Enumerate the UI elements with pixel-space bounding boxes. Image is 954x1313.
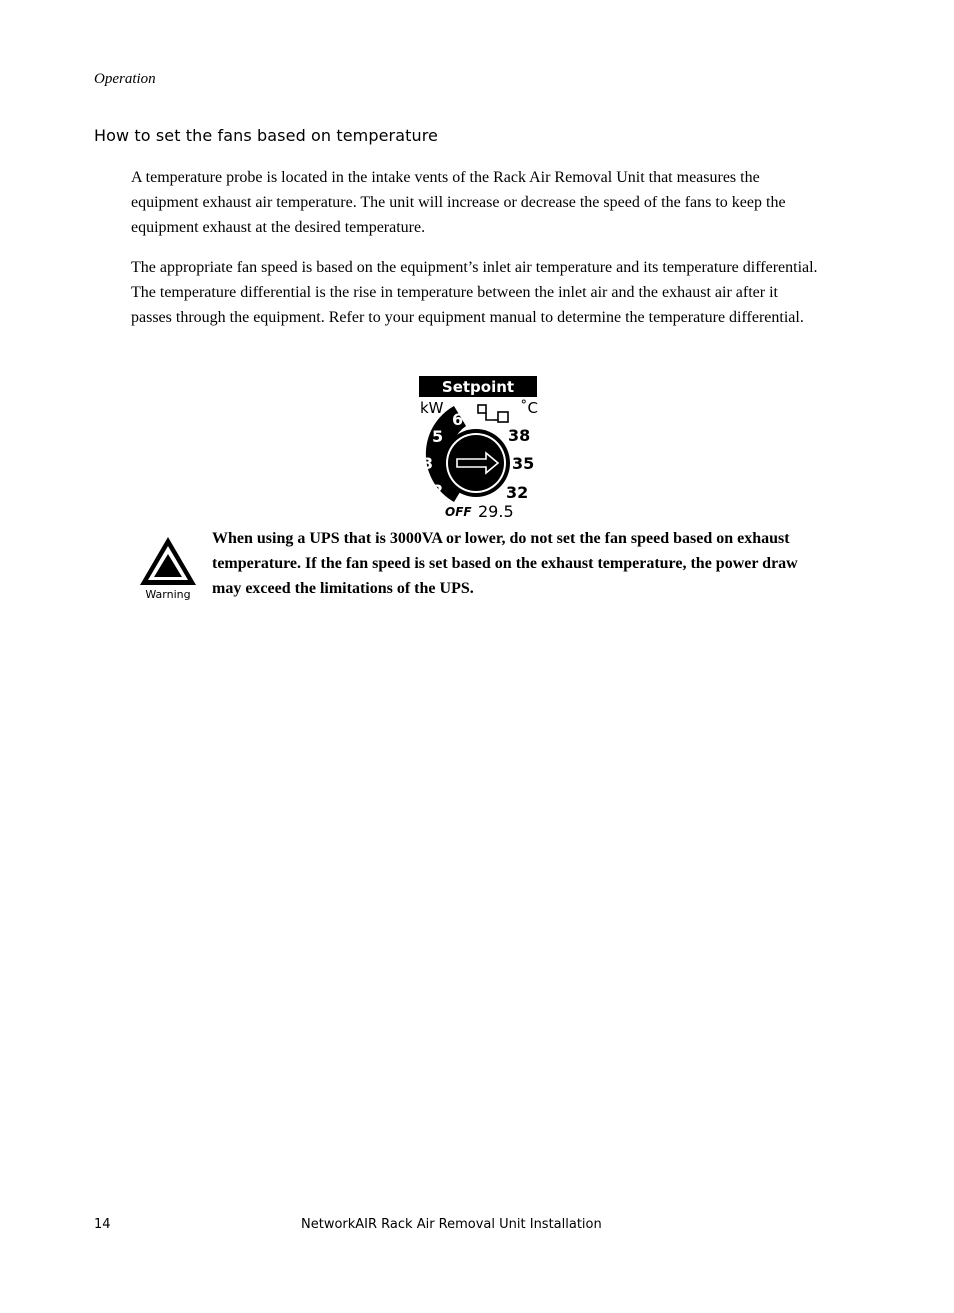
section-title: How to set the fans based on temperature xyxy=(94,126,438,145)
warning-icon-label: Warning xyxy=(145,588,191,601)
temp-value: 38 xyxy=(508,426,531,445)
celsius-unit-label: ˚C xyxy=(520,399,538,417)
temp-value: 32 xyxy=(506,483,529,502)
setpoint-dial xyxy=(414,374,544,524)
body-paragraph: The appropriate fan speed is based on the equipment’s inlet air temperature and its temperature differential. The temperature differential is the rise in temperature between the inlet air and the exhaust air after it passes through the equipment. Refer to your equipment manual to determine the temperature differential. xyxy=(131,259,818,326)
body-paragraph: A temperature probe is located in the intake vents of the Rack Air Removal Unit that measures the equipment exhaust air temperature. The unit will increase or decrease the speed of the fans to keep the equipment exhaust at the desired temperature. xyxy=(131,169,786,236)
running-head: Operation xyxy=(94,71,156,87)
footer-doc-title: NetworkAIR Rack Air Removal Unit Installation xyxy=(301,1217,602,1232)
temp-value: 29.5 xyxy=(478,502,514,521)
kw-value: 2 xyxy=(432,481,444,500)
setpoint-dial-figure xyxy=(414,374,544,524)
temp-value: 35 xyxy=(512,454,535,473)
kw-value: 5 xyxy=(432,427,444,446)
setpoint-label: Setpoint xyxy=(441,378,515,396)
warning-text: When using a UPS that is 3000VA or lower, do not set the fan speed based on exhaust temperature. If the fan speed is set based on the exhaust temperature, the power draw may exceed the limitations of the UPS. xyxy=(212,530,798,597)
kw-value: 6 xyxy=(452,410,464,429)
kw-value: 3 xyxy=(422,454,434,473)
page-number: 14 xyxy=(94,1217,111,1232)
off-label: OFF xyxy=(445,505,472,519)
mode-step-icon xyxy=(478,405,508,422)
kw-unit-label: kW xyxy=(420,399,444,417)
warning-icon xyxy=(137,535,199,603)
